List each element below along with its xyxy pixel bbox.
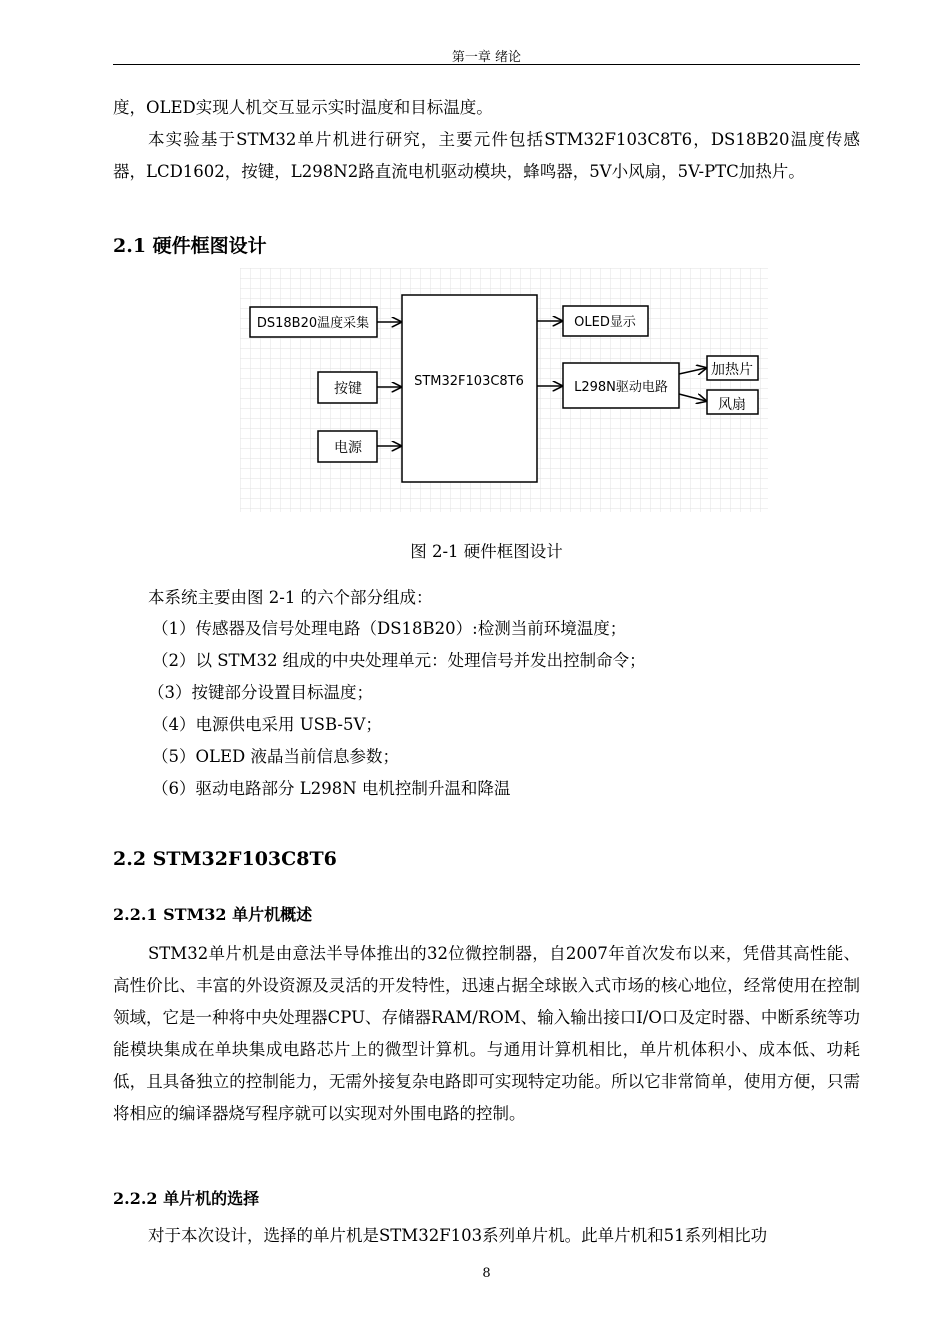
block-mcu-label: STM32F103C8T6 [414,374,524,389]
block-oled-label: OLED显示 [574,315,636,330]
figure-caption: 图 2-1 硬件框图设计 [410,542,563,561]
block-keys [318,372,377,403]
list-item-3: （3）按键部分设置目标温度； [148,683,373,702]
block-fan-label: 风扇 [718,397,746,413]
list-item-5: （5）OLED 液晶当前信息参数； [152,747,400,766]
header-rule [113,64,860,65]
hardware-block-diagram [240,268,768,512]
subsection-2-2-1-paragraph: STM32单片机是由意法半导体推出的32位微控制器，自2007年首次发布以来，凭借其高性能、高性价比、丰富的外设资源及灵活的开发特性，迅速占据全球嵌入式市场的核心地位，经常使用在控制领域，它是一种将中央处理器CPU、存储器RAM/ROM、输入输出接口I/O口及定时器、中断系统等功能模块集成在单块集成电路芯片上的微型计算机。与通用计算机相比，单片机体积小、成本低、功耗低，且具备独立的控制能力，无需外接复杂电路即可实现特定功能。所以它非常简单，使用方便，只需将相应的编译器烧写程序就可以实现对外围电路的控制。 [113,944,860,1123]
block-sensor-label: DS18B20温度采集 [256,316,370,331]
block-driver [563,363,679,408]
subsection-2-2-2-heading: 2.2.2 单片机的选择 [113,1189,260,1208]
list-item-4: （4）电源供电采用 USB-5V； [152,715,382,734]
block-heater [707,356,758,380]
list-item-1: （1）传感器及信号处理电路（DS18B20）:检测当前环境温度； [152,619,627,638]
list-item-2: （2）以 STM32 组成的中央处理单元：处理信号并发出控制命令； [152,651,646,670]
intro-paragraph-2: 本实验基于STM32单片机进行研究，主要元件包括STM32F103C8T6，DS18B20温度传感器，LCD1602，按键，L298N2路直流电机驱动模块，蜂鸣器，5V小风扇，5V-PTC加热片。 [113,130,860,181]
block-fan [707,390,758,414]
block-keys-label: 按键 [334,381,362,397]
block-power-label: 电源 [334,440,362,456]
block-mcu [402,295,537,482]
intro-paragraph-1: 度，OLED实现人机交互显示实时温度和目标温度。 [113,98,493,117]
block-sensor [250,307,377,337]
running-header: 第一章 绪论 [451,50,522,65]
subsection-2-2-1-heading: 2.2.1 STM32 单片机概述 [113,905,313,924]
section-2-2-heading: 2.2 STM32F103C8T6 [113,848,337,870]
block-heater-label: 加热片 [711,362,753,378]
page-number: 8 [482,1266,491,1281]
section-2-1-heading: 2.1 硬件框图设计 [113,235,267,257]
block-power [318,431,377,462]
block-oled [563,306,648,336]
list-lead: 本系统主要由图 2-1 的六个部分组成： [148,588,433,607]
list-item-6: （6）驱动电路部分 L298N 电机控制升温和降温 [152,779,511,798]
block-driver-label: L298N驱动电路 [574,380,668,395]
subsection-2-2-2-paragraph: 对于本次设计，选择的单片机是STM32F103系列单片机。此单片机和51系列相比功 [148,1226,768,1245]
